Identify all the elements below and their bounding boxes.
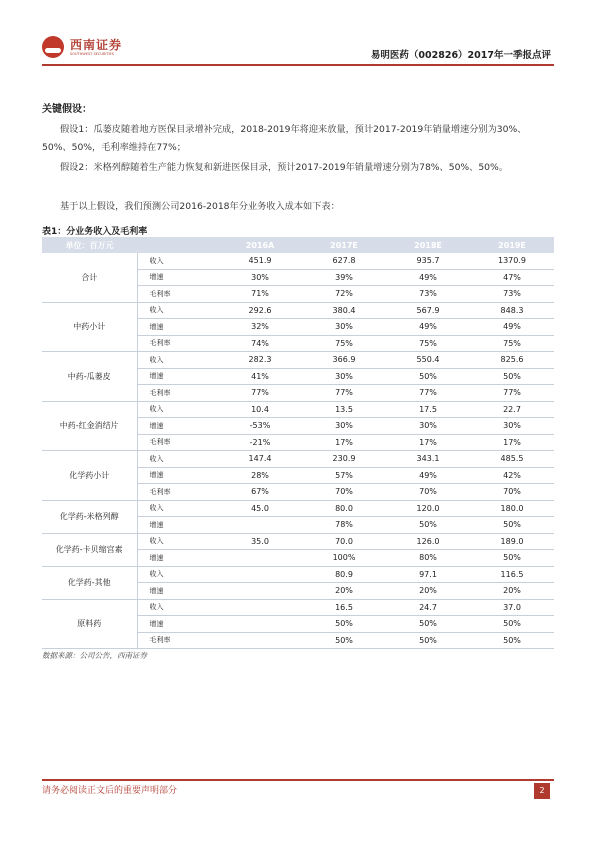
value-cell: 71%	[218, 286, 302, 303]
metric-label: 收入	[137, 253, 218, 269]
value-cell: 380.4	[302, 302, 386, 319]
value-cell: 50%	[470, 517, 554, 534]
segment-label: 化学药-卡贝缩宫素	[42, 533, 137, 566]
header-unit: 单位：百万元	[42, 237, 137, 253]
metric-label: 增速	[137, 583, 218, 600]
value-cell: 80%	[386, 550, 470, 567]
value-cell: 126.0	[386, 533, 470, 550]
forecast-intro-paragraph: 基于以上假设，我们预测公司2016-2018年分业务收入成本如下表：	[60, 201, 340, 212]
value-cell: 70%	[302, 484, 386, 501]
value-cell: 30%	[302, 368, 386, 385]
table-row	[42, 352, 554, 369]
value-cell: 75%	[302, 335, 386, 352]
value-cell: 485.5	[470, 451, 554, 468]
value-cell: 20%	[470, 583, 554, 600]
table-row	[42, 533, 554, 550]
metric-label: 收入	[137, 599, 218, 616]
value-cell	[218, 632, 302, 649]
value-cell: 230.9	[302, 451, 386, 468]
value-cell: 282.3	[218, 352, 302, 369]
value-cell: 17%	[302, 434, 386, 451]
table-row	[42, 302, 554, 319]
value-cell: 50%	[470, 550, 554, 567]
metric-label: 收入	[137, 451, 218, 468]
value-cell: 80.0	[302, 500, 386, 517]
metric-label: 毛利率	[137, 335, 218, 352]
value-cell: 147.4	[218, 451, 302, 468]
value-cell: 30%	[470, 418, 554, 435]
metric-label: 增速	[137, 368, 218, 385]
value-cell: 50%	[386, 616, 470, 633]
table-row	[42, 500, 554, 517]
value-cell: 50%	[302, 632, 386, 649]
value-cell: 30%	[386, 418, 470, 435]
value-cell: 73%	[470, 286, 554, 303]
logo-emblem-icon	[42, 36, 64, 58]
value-cell: 17%	[470, 434, 554, 451]
value-cell: 16.5	[302, 599, 386, 616]
value-cell	[218, 599, 302, 616]
value-cell: 22.7	[470, 401, 554, 418]
value-cell: 35.0	[218, 533, 302, 550]
value-cell: 120.0	[386, 500, 470, 517]
metric-label: 收入	[137, 500, 218, 517]
value-cell	[218, 616, 302, 633]
segment-label: 化学药-米格列醇	[42, 500, 137, 533]
table-row	[42, 253, 554, 269]
metric-label: 收入	[137, 533, 218, 550]
value-cell: 70.0	[302, 533, 386, 550]
value-cell: 10.4	[218, 401, 302, 418]
segment-label: 化学药-其他	[42, 566, 137, 599]
header-divider	[42, 64, 554, 66]
value-cell: 47%	[470, 269, 554, 286]
value-cell: 848.3	[470, 302, 554, 319]
value-cell: 67%	[218, 484, 302, 501]
value-cell: 50%	[470, 632, 554, 649]
header-2019e: 2019E	[470, 237, 554, 253]
value-cell: 77%	[218, 385, 302, 402]
segment-label: 中药-红金消结片	[42, 401, 137, 451]
value-cell: 20%	[386, 583, 470, 600]
value-cell: 42%	[470, 467, 554, 484]
value-cell: 70%	[470, 484, 554, 501]
value-cell: 39%	[302, 269, 386, 286]
value-cell: 49%	[470, 319, 554, 336]
value-cell: 116.5	[470, 566, 554, 583]
value-cell: 97.1	[386, 566, 470, 583]
value-cell: 78%	[302, 517, 386, 534]
company-logo	[42, 36, 122, 58]
value-cell: 935.7	[386, 253, 470, 269]
value-cell: 30%	[302, 319, 386, 336]
value-cell: 28%	[218, 467, 302, 484]
value-cell: 50%	[470, 616, 554, 633]
value-cell: 366.9	[302, 352, 386, 369]
value-cell: 50%	[302, 616, 386, 633]
metric-label: 增速	[137, 550, 218, 567]
value-cell: 180.0	[470, 500, 554, 517]
value-cell: 343.1	[386, 451, 470, 468]
value-cell: 567.9	[386, 302, 470, 319]
segment-label: 合计	[42, 253, 137, 302]
value-cell: 50%	[386, 517, 470, 534]
value-cell: 550.4	[386, 352, 470, 369]
metric-label: 收入	[137, 352, 218, 369]
section-title: 关键假设：	[42, 104, 92, 115]
value-cell: 17.5	[386, 401, 470, 418]
segment-label: 中药-瓜蒌皮	[42, 352, 137, 402]
value-cell	[218, 517, 302, 534]
value-cell: -53%	[218, 418, 302, 435]
value-cell: -21%	[218, 434, 302, 451]
metric-label: 增速	[137, 418, 218, 435]
value-cell: 17%	[386, 434, 470, 451]
value-cell	[218, 583, 302, 600]
metric-label: 毛利率	[137, 385, 218, 402]
value-cell: 50%	[386, 632, 470, 649]
value-cell: 189.0	[470, 533, 554, 550]
business-revenue-table	[42, 237, 554, 649]
footer-divider	[42, 779, 554, 781]
value-cell: 49%	[386, 269, 470, 286]
metric-label: 收入	[137, 566, 218, 583]
value-cell: 77%	[470, 385, 554, 402]
value-cell: 24.7	[386, 599, 470, 616]
logo-english-name: SOUTHWEST SECURITIES	[70, 51, 114, 56]
value-cell: 49%	[386, 319, 470, 336]
metric-label: 毛利率	[137, 286, 218, 303]
value-cell	[218, 550, 302, 567]
value-cell: 41%	[218, 368, 302, 385]
assumption-paragraph-1: 假设1：瓜蒌皮随着地方医保目录增补完成，2018-2019年将迎来放量，预计2017-2019年销量增速分别为30%、50%、50%，毛利率维持在77%；	[42, 124, 527, 153]
header-2016a: 2016A	[218, 237, 302, 253]
metric-label: 增速	[137, 319, 218, 336]
segment-label: 化学药小计	[42, 451, 137, 501]
table-row	[42, 566, 554, 583]
value-cell: 57%	[302, 467, 386, 484]
value-cell: 32%	[218, 319, 302, 336]
metric-label: 增速	[137, 517, 218, 534]
table-row	[42, 599, 554, 616]
metric-label: 增速	[137, 467, 218, 484]
value-cell: 80.9	[302, 566, 386, 583]
value-cell: 70%	[386, 484, 470, 501]
value-cell: 100%	[302, 550, 386, 567]
value-cell: 37.0	[470, 599, 554, 616]
metric-label: 毛利率	[137, 434, 218, 451]
value-cell: 50%	[386, 368, 470, 385]
value-cell: 20%	[302, 583, 386, 600]
value-cell: 30%	[302, 418, 386, 435]
segment-label: 原料药	[42, 599, 137, 649]
header-2018e: 2018E	[386, 237, 470, 253]
metric-label: 增速	[137, 269, 218, 286]
metric-label: 增速	[137, 616, 218, 633]
value-cell: 30%	[218, 269, 302, 286]
value-cell: 13.5	[302, 401, 386, 418]
report-title: 易明医药（002826）2017年一季报点评	[370, 50, 551, 61]
value-cell: 451.9	[218, 253, 302, 269]
value-cell: 292.6	[218, 302, 302, 319]
value-cell: 72%	[302, 286, 386, 303]
metric-label: 毛利率	[137, 484, 218, 501]
value-cell: 77%	[386, 385, 470, 402]
table-header-row	[42, 237, 554, 253]
metric-label: 毛利率	[137, 632, 218, 649]
table-row	[42, 451, 554, 468]
value-cell: 627.8	[302, 253, 386, 269]
value-cell: 825.6	[470, 352, 554, 369]
segment-label: 中药小计	[42, 302, 137, 352]
logo-chinese-name: 西南证券	[70, 37, 123, 52]
value-cell: 74%	[218, 335, 302, 352]
value-cell: 75%	[470, 335, 554, 352]
table-row	[42, 401, 554, 418]
value-cell: 77%	[302, 385, 386, 402]
header-2017e: 2017E	[302, 237, 386, 253]
assumption-paragraph-2: 假设2：米格列醇随着生产能力恢复和新进医保目录，预计2017-2019年销量增速分别为78%、50%、50%。	[60, 162, 508, 173]
metric-label: 收入	[137, 401, 218, 418]
value-cell: 49%	[386, 467, 470, 484]
page-number: 2	[534, 783, 550, 799]
value-cell: 73%	[386, 286, 470, 303]
metric-label: 收入	[137, 302, 218, 319]
disclaimer-note: 请务必阅读正文后的重要声明部分	[42, 786, 178, 796]
table-title: 表1：分业务收入及毛利率	[42, 227, 148, 237]
value-cell: 45.0	[218, 500, 302, 517]
header-metric	[137, 237, 218, 253]
data-source-note: 数据来源：公司公告，西南证券	[42, 651, 147, 660]
value-cell: 1370.9	[470, 253, 554, 269]
value-cell	[218, 566, 302, 583]
value-cell: 50%	[470, 368, 554, 385]
value-cell: 75%	[386, 335, 470, 352]
